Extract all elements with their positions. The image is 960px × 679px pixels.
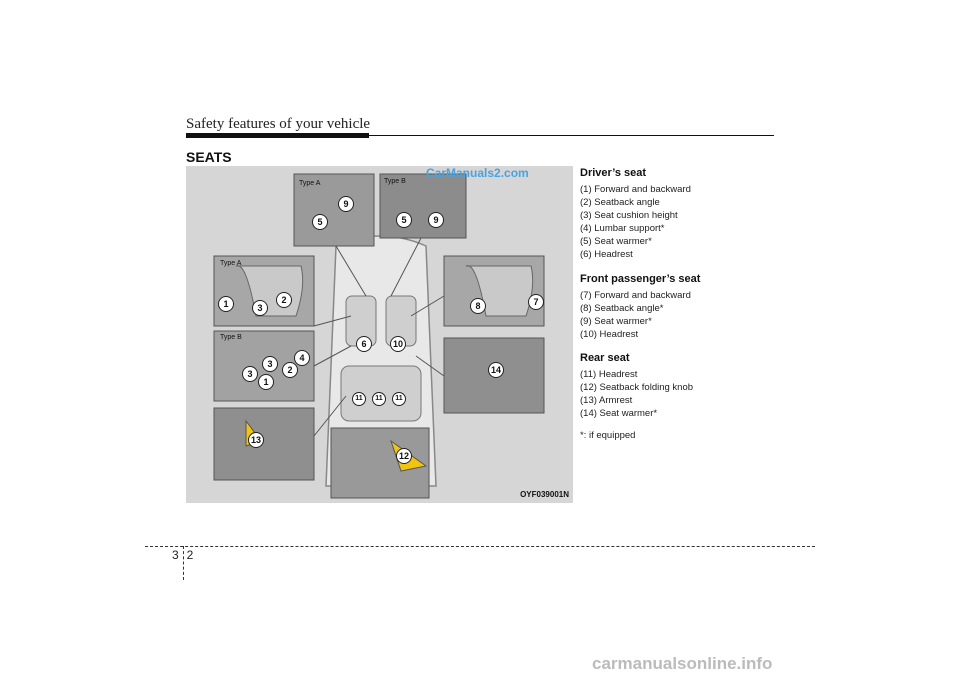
callout-5: 5 <box>396 212 412 228</box>
drivers-seat-heading: Driver’s seat <box>580 167 647 179</box>
callout-11: 11 <box>352 392 366 406</box>
list-item: (12) Seatback folding knob <box>580 382 694 393</box>
callout-3: 3 <box>262 356 278 372</box>
list-item: (9) Seat warmer* <box>580 316 652 327</box>
callout-9: 9 <box>338 196 354 212</box>
callout-3: 3 <box>242 366 258 382</box>
type-b-left-label: Type B <box>220 334 242 341</box>
header-rule-thick <box>186 133 369 138</box>
footer-dashed-rule <box>145 546 815 547</box>
seats-illustration <box>186 166 573 503</box>
list-item: (5) Seat warmer* <box>580 236 652 247</box>
list-item: (6) Headrest <box>580 249 633 260</box>
callout-3: 3 <box>252 300 268 316</box>
passenger-seat-list <box>580 273 770 341</box>
page-number: 32 <box>172 548 202 562</box>
callout-1: 1 <box>258 374 274 390</box>
callout-8: 8 <box>470 298 486 314</box>
callout-12: 12 <box>396 448 412 464</box>
type-a-top-label: Type A <box>299 180 321 187</box>
list-item: (4) Lumbar support* <box>580 223 665 234</box>
header-rule-thin <box>369 135 774 136</box>
rear-seat-heading: Rear seat <box>580 352 630 364</box>
list-item: (3) Seat cushion height <box>580 210 678 221</box>
seats-diagram-svg <box>186 166 573 503</box>
callout-11: 11 <box>372 392 386 406</box>
site-footer-watermark: carmanualsonline.info <box>592 654 773 673</box>
callout-10: 10 <box>390 336 406 352</box>
list-item: (11) Headrest <box>580 369 638 380</box>
callout-2: 2 <box>282 362 298 378</box>
callout-1: 1 <box>218 296 234 312</box>
passenger-seat-heading: Front passenger’s seat <box>580 273 701 285</box>
section-title: SEATS <box>186 149 232 165</box>
type-a-left-label: Type A <box>220 260 242 267</box>
callout-11: 11 <box>392 392 406 406</box>
callout-9: 9 <box>428 212 444 228</box>
list-item: (8) Seatback angle* <box>580 303 664 314</box>
type-b-top-label: Type B <box>384 178 406 185</box>
callout-2: 2 <box>276 292 292 308</box>
callout-7: 7 <box>528 294 544 310</box>
callout-5: 5 <box>312 214 328 230</box>
watermark-text: CarManuals2.com <box>426 166 529 180</box>
list-item: (7) Forward and backward <box>580 290 691 301</box>
callout-6: 6 <box>356 336 372 352</box>
figure-code: OYF039001N <box>520 490 569 499</box>
list-item: (13) Armrest <box>580 395 633 406</box>
callout-14: 14 <box>488 362 504 378</box>
footnote: *: if equipped <box>580 430 636 441</box>
list-item: (14) Seat warmer* <box>580 408 658 419</box>
page-header-title: Safety features of your vehicle <box>186 116 371 132</box>
drivers-seat-list <box>580 167 770 261</box>
list-item: (10) Headrest <box>580 329 639 340</box>
list-item: (1) Forward and backward <box>580 184 691 195</box>
callout-4: 4 <box>294 350 310 366</box>
rear-seat-list <box>580 352 770 420</box>
list-item: (2) Seatback angle <box>580 197 660 208</box>
callout-13: 13 <box>248 432 264 448</box>
